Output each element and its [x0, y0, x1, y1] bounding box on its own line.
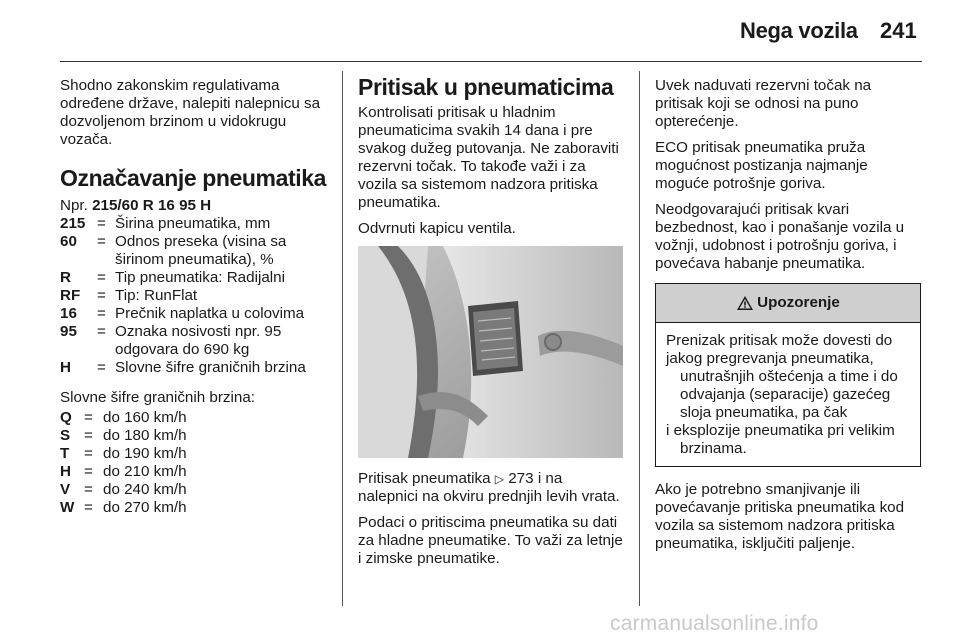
definition-value: Tip pneumatika: Radijalni — [115, 269, 285, 286]
definition-row — [60, 215, 328, 233]
tire-pressure-heading: Pritisak u pneumaticima — [358, 74, 614, 100]
definition-eq: = — [97, 359, 106, 376]
spare-paragraph: Uvek naduvati rezervni točak na pritisak koji se odnosi na puno opterećenje. — [655, 77, 872, 130]
definition-row — [60, 287, 328, 305]
definition-key: V — [60, 481, 71, 498]
definition-eq: = — [84, 427, 93, 444]
column-divider-right — [639, 71, 640, 606]
pressure-paragraph-4: Podaci o pritiscima pneumatika su dati za hladne pneumatike. To važi za letnje i zimske pneumatike. — [358, 514, 623, 567]
definition-key: H — [60, 463, 71, 480]
warning-line: sloja pneumatika, pa čak — [680, 404, 848, 421]
definition-key: RF — [60, 287, 81, 304]
definition-value: do 240 km/h — [103, 481, 187, 498]
definition-row — [60, 481, 328, 499]
definition-key: T — [60, 445, 70, 462]
warning-line: jakog pregrevanja pneumatika, — [666, 350, 874, 367]
definition-value: Oznaka nosivosti npr. 95 odgovara do 690 kg — [115, 323, 282, 358]
warning-line: odvajanja (separacije) gazećeg — [680, 386, 891, 403]
definition-key: Q — [60, 409, 72, 426]
pressure-ref-text-after: i na nalepnici na okviru prednjih levih vrata. — [358, 470, 620, 505]
speed-intro: Slovne šifre graničnih brzina: — [60, 389, 256, 406]
definition-eq: = — [97, 323, 106, 340]
definition-eq: = — [97, 215, 106, 232]
column-divider-left — [342, 71, 343, 606]
definition-eq: = — [84, 445, 93, 462]
definition-row — [60, 269, 328, 287]
definition-row — [60, 463, 328, 481]
definition-key: 16 — [60, 305, 77, 322]
pressure-paragraph-2: Odvrnuti kapicu ventila. — [358, 220, 516, 237]
definition-row — [60, 305, 328, 323]
definition-eq: = — [97, 287, 106, 304]
page-section-title: Nega vozila — [740, 18, 858, 43]
example-prefix: Npr. — [60, 197, 88, 214]
warning-title: Upozorenje — [757, 294, 840, 311]
column-middle — [358, 74, 624, 576]
definition-key: S — [60, 427, 71, 444]
warning-triangle-icon — [736, 295, 754, 311]
watermark: carmanualsonline.info — [610, 612, 819, 635]
definition-row — [60, 233, 328, 269]
column-right — [655, 77, 921, 561]
definition-key: 60 — [60, 233, 77, 250]
definition-value: do 190 km/h — [103, 445, 187, 462]
definition-row — [60, 359, 328, 377]
definition-row — [60, 409, 328, 427]
tpms-paragraph: Ako je potrebno smanjivanje ili povećavanje pritiska pneumatika kod vozila sa sistemom nadzora pritiska pneumatika, isključiti paljenje. — [655, 481, 905, 552]
example-code: 215/60 R 16 95 H — [92, 197, 212, 214]
definition-value: Odnos preseka (visina sa širinom pneumatika), % — [115, 233, 287, 268]
definition-eq: = — [84, 409, 93, 426]
warning-line: unutrašnjih oštećenja a time i do — [680, 368, 898, 385]
page-header — [0, 0, 960, 62]
speed-definitions — [60, 409, 328, 517]
definition-eq: = — [84, 499, 93, 516]
pressure-ref-page: 273 — [508, 470, 534, 487]
definition-eq: = — [97, 233, 106, 250]
warning-line: i eksplozije pneumatika pri velikim — [666, 422, 895, 439]
column-left — [60, 77, 328, 517]
warning-line: Prenizak pritisak može dovesti do — [666, 332, 893, 349]
tire-definitions — [60, 215, 328, 377]
definition-value: Prečnik naplatka u colovima — [115, 305, 305, 322]
header-divider — [60, 61, 922, 62]
definition-key: 95 — [60, 323, 77, 340]
definition-key: R — [60, 269, 71, 286]
pressure-effects-paragraph: Neodgovarajući pritisak kvari bezbednost, kao i ponašanje vozila u vožnji, udobnost i potrošnju goriva, i povećava habanje pneumatika. — [655, 201, 905, 272]
definition-key: H — [60, 359, 71, 376]
warning-box — [655, 283, 921, 467]
definition-eq: = — [97, 269, 106, 286]
definition-eq: = — [84, 481, 93, 498]
pressure-ref-text: Pritisak pneumatika — [358, 470, 491, 487]
definition-value: do 160 km/h — [103, 409, 187, 426]
definition-key: 215 — [60, 215, 86, 232]
definition-value: Tip: RunFlat — [115, 287, 198, 304]
warning-header — [656, 284, 920, 323]
warning-line: brzinama. — [680, 440, 747, 457]
definition-eq: = — [84, 463, 93, 480]
door-frame-label-photo — [358, 246, 623, 458]
definition-row — [60, 427, 328, 445]
definition-value: Slovne šifre graničnih brzina — [115, 359, 306, 376]
definition-value: do 210 km/h — [103, 463, 187, 480]
example-line — [60, 197, 328, 215]
definition-row — [60, 323, 328, 359]
page-number: 241 — [880, 18, 917, 43]
pressure-paragraph-3 — [358, 470, 624, 506]
intro-paragraph: Shodno zakonskim regulativama određene države, nalepiti nalepnicu sa dozvoljenom brzinom u vidokrugu vozača. — [60, 77, 321, 148]
definition-row — [60, 499, 328, 517]
definition-key: W — [60, 499, 75, 516]
definition-value: do 270 km/h — [103, 499, 187, 516]
pressure-paragraph-1: Kontrolisati pritisak u hladnim pneumaticima svakih 14 dana i pre svakog dužeg putovanja. Ne zaboraviti rezervni točak. To takođe važi i za vozila sa sistemom nadzora pritiska pneumatika. — [358, 104, 619, 211]
tire-marking-heading: Označavanje pneumatika — [60, 165, 327, 191]
eco-paragraph: ECO pritisak pneumatika pruža mogućnost postizanja najmanje moguće potrošnje goriva. — [655, 139, 868, 192]
definition-value: do 180 km/h — [103, 427, 187, 444]
warning-body — [656, 323, 920, 466]
definition-eq: = — [97, 305, 106, 322]
definition-value: Širina pneumatika, mm — [115, 215, 271, 232]
definition-row — [60, 445, 328, 463]
arrow-reference-icon: ▷ — [494, 472, 504, 486]
